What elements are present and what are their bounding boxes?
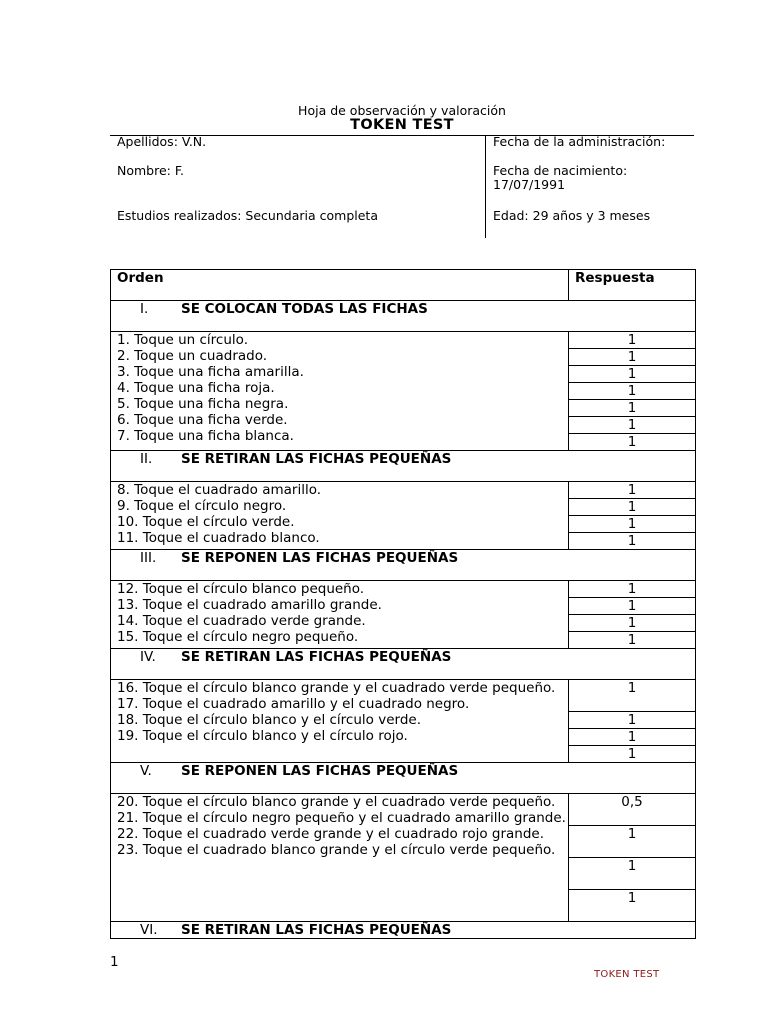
document-title: TOKEN TEST [350,117,454,133]
field-fecha-nacimiento-label: Fecha de nacimiento: [493,163,628,178]
section-title: SE RETIRAN LAS FICHAS PEQUEÑAS [181,451,452,467]
answer-cell: 1 [569,746,696,763]
question-item: 17. Toque el cuadrado amarillo y el cuadrado negro. [117,696,470,712]
section-header [111,649,696,680]
page-number: 1 [110,954,119,970]
footer-label: TOKEN TEST [594,969,660,980]
question-cell [111,332,569,451]
answer-cell: 1 [569,632,696,649]
section-number: I. [140,301,149,317]
answer-cell: 1 [569,680,696,712]
answer-cell: 1 [569,598,696,615]
field-apellidos: Apellidos: V.N. [117,134,207,149]
section-header [111,550,696,581]
question-item: 19. Toque el círculo blanco y el círculo rojo. [117,728,408,744]
answer-cell: 1 [569,890,696,922]
section-header [111,763,696,794]
question-item: 10. Toque el círculo verde. [117,514,295,530]
question-item: 21. Toque el círculo negro pequeño y el cuadrado amarillo grande. [117,810,566,826]
answer-cell: 1 [569,349,696,366]
question-item: 12. Toque el círculo blanco pequeño. [117,581,365,597]
question-item: 18. Toque el círculo blanco y el círculo verde. [117,712,421,728]
answer-cell: 1 [569,383,696,400]
section-number: V. [140,763,152,779]
section-number: III. [140,550,157,566]
field-fecha-nacimiento-value: 17/07/1991 [493,177,566,192]
answer-cell: 1 [569,826,696,858]
question-item: 5. Toque una ficha negra. [117,396,289,412]
answer-cell: 1 [569,400,696,417]
document-subtitle: Hoja de observación y valoración [298,103,506,118]
answer-cell: 1 [569,712,696,729]
question-item: 20. Toque el círculo blanco grande y el cuadrado verde pequeño. [117,794,556,810]
field-nombre: Nombre: F. [117,163,185,178]
question-item: 15. Toque el círculo negro pequeño. [117,629,359,645]
section-number: VI. [140,922,158,938]
question-item: 1. Toque un círculo. [117,332,248,348]
question-item: 8. Toque el cuadrado amarillo. [117,482,322,498]
answer-cell: 0,5 [569,794,696,826]
section-title: SE REPONEN LAS FICHAS PEQUEÑAS [181,550,459,566]
section-title: SE RETIRAN LAS FICHAS PEQUEÑAS [181,922,452,938]
answer-cell: 1 [569,533,696,550]
question-item: 11. Toque el cuadrado blanco. [117,530,320,546]
token-test-table [110,269,695,939]
question-cell [111,680,569,763]
question-item: 14. Toque el cuadrado verde grande. [117,613,366,629]
column-header-respuesta: Respuesta [569,270,696,301]
answer-cell: 1 [569,434,696,451]
question-cell [111,482,569,550]
answer-cell: 1 [569,482,696,499]
question-item: 22. Toque el cuadrado verde grande y el cuadrado rojo grande. [117,826,545,842]
section-header [111,451,696,482]
answer-cell: 1 [569,332,696,349]
question-item: 16. Toque el círculo blanco grande y el cuadrado verde pequeño. [117,680,556,696]
section-title: SE COLOCAN TODAS LAS FICHAS [181,301,428,317]
answer-cell: 1 [569,516,696,533]
answer-cell: 1 [569,366,696,383]
field-edad: Edad: 29 años y 3 meses [493,208,651,223]
section-header [111,301,696,332]
answer-cell: 1 [569,729,696,746]
question-item: 9. Toque el círculo negro. [117,498,287,514]
question-item: 23. Toque el cuadrado blanco grande y el círculo verde pequeño. [117,842,556,858]
section-title: SE RETIRAN LAS FICHAS PEQUEÑAS [181,649,452,665]
question-item: 3. Toque una ficha amarilla. [117,364,304,380]
section-number: II. [140,451,153,467]
question-item: 4. Toque una ficha roja. [117,380,275,396]
answer-cell: 1 [569,417,696,434]
field-estudios: Estudios realizados: Secundaria completa [117,208,378,223]
question-cell [111,581,569,649]
answer-cell: 1 [569,615,696,632]
question-item: 13. Toque el cuadrado amarillo grande. [117,597,382,613]
section-number: IV. [140,649,156,665]
answer-cell: 1 [569,858,696,890]
question-item: 2. Toque un cuadrado. [117,348,268,364]
column-header-orden: Orden [111,270,569,301]
question-cell [111,794,569,922]
section-header [111,922,696,939]
info-divider [485,135,486,238]
question-item: 6. Toque una ficha verde. [117,412,288,428]
answer-cell: 1 [569,581,696,598]
field-fecha-administracion: Fecha de la administración: [493,134,666,149]
question-item: 7. Toque una ficha blanca. [117,428,294,444]
section-title: SE REPONEN LAS FICHAS PEQUEÑAS [181,763,459,779]
answer-cell: 1 [569,499,696,516]
